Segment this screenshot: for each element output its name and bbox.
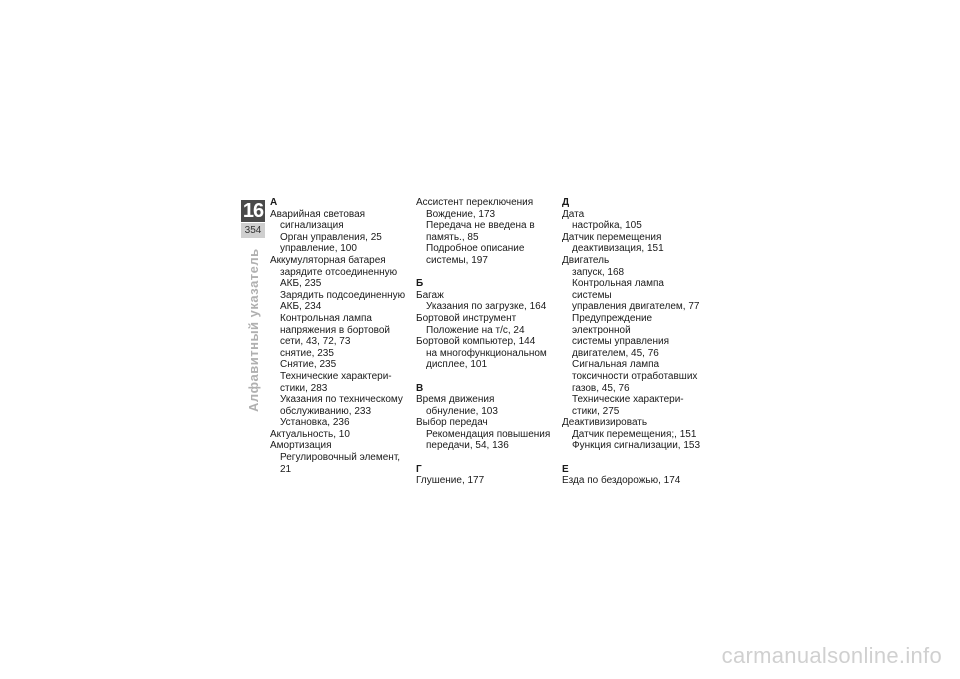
index-subentry: Положение на т/с, 24 [426,324,525,336]
index-subentry: Функция сигнализации, 153 [572,440,701,452]
watermark: carmanualsonline.info [721,643,942,668]
index-subentry: Контрольная лампа системы управления двигателем, 77 [572,278,700,313]
index-entry: Бортовой компьютер, 144 [416,336,536,348]
index-subentry: управление, 100 [280,243,357,255]
index-subentry: Передача не введена в память., 85 [426,220,535,243]
index-subentry: сигнализация [280,220,344,232]
index-subentry: Регулировочный элемент, 21 [280,452,401,475]
index-subentry: Технические характери- стики, 275 [572,394,684,417]
index-subentry: запуск, 168 [572,266,625,278]
index-entry: Амортизация [270,440,332,452]
index-entry: Деактивизировать [562,417,648,429]
index-letter: Г [416,463,422,475]
section-title: Алфавитный указатель [246,248,261,412]
index-entry: Выбор передач [416,417,488,429]
index-subentry: Датчик перемещения;, 151 [572,428,697,440]
index-letter: Б [416,278,424,290]
index-subentry: Рекомендация повышения передачи, 54, 136 [426,428,551,452]
index-entry: Аварийная световая [270,208,366,220]
index-entry: Аккумуляторная батарея [270,254,386,266]
index-subentry: Указания по техническому обслуживанию, 233 [280,394,403,417]
index-subentry: Подробное описание системы, 197 [426,243,525,266]
index-entry: Ассистент переключения [416,197,534,208]
index-subentry: деактивизация, 151 [572,243,664,255]
index-subentry: зарядите отсоединенную АКБ, 235 [280,266,398,290]
index-subentry: Вождение, 173 [426,208,496,220]
index-subentry: Предупреждение электронной системы управления двигателем, 45, 76 [572,312,669,359]
index-entry: Дата [562,208,585,220]
index-letter: А [270,197,278,208]
index-subentry: Установка, 236 [280,417,350,429]
index-subentry: Технические характери- стики, 283 [280,370,392,394]
index-entry: Двигатель [562,254,610,266]
index-entry: Время движения [416,394,495,406]
index-subentry: Указания по загрузке, 164 [426,301,547,313]
index-column-1 [270,197,410,475]
index-entry: Актуальность, 10 [270,428,350,440]
index-entry: Езда по бездорожью, 174 [562,475,681,487]
page-number: 354 [241,223,265,238]
index-entry: Датчик перемещения [562,231,662,243]
index-subentry: Сигнальная лампа токсичности отработавших газов, 45, 76 [572,359,698,394]
index-entry: Бортовой инструмент [416,312,517,324]
index-letter: Е [562,463,569,475]
index-entry: Багаж [416,289,444,301]
index-entry: Глушение, 177 [416,475,485,487]
index-subentry: обнуление, 103 [426,405,498,417]
chapter-tab [241,200,265,238]
index-letter: Д [562,197,570,208]
index-subentry: Контрольная лампа напряжения в бортовой сети, 43, 72, 73 [280,312,391,348]
index-subentry: на многофункциональном дисплее, 101 [426,347,547,371]
index-subentry: Снятие, 235 [280,359,337,371]
index-subentry: настройка, 105 [572,220,642,232]
index-column-2 [416,197,556,487]
index-subentry: Зарядить подсоединенную АКБ, 234 [280,289,406,313]
index-letter: В [416,382,424,394]
chapter-number: 16 [242,200,264,222]
index-column-3 [562,197,702,487]
index-subentry: снятие, 235 [280,347,334,359]
index-subentry: Орган управления, 25 [280,231,382,243]
